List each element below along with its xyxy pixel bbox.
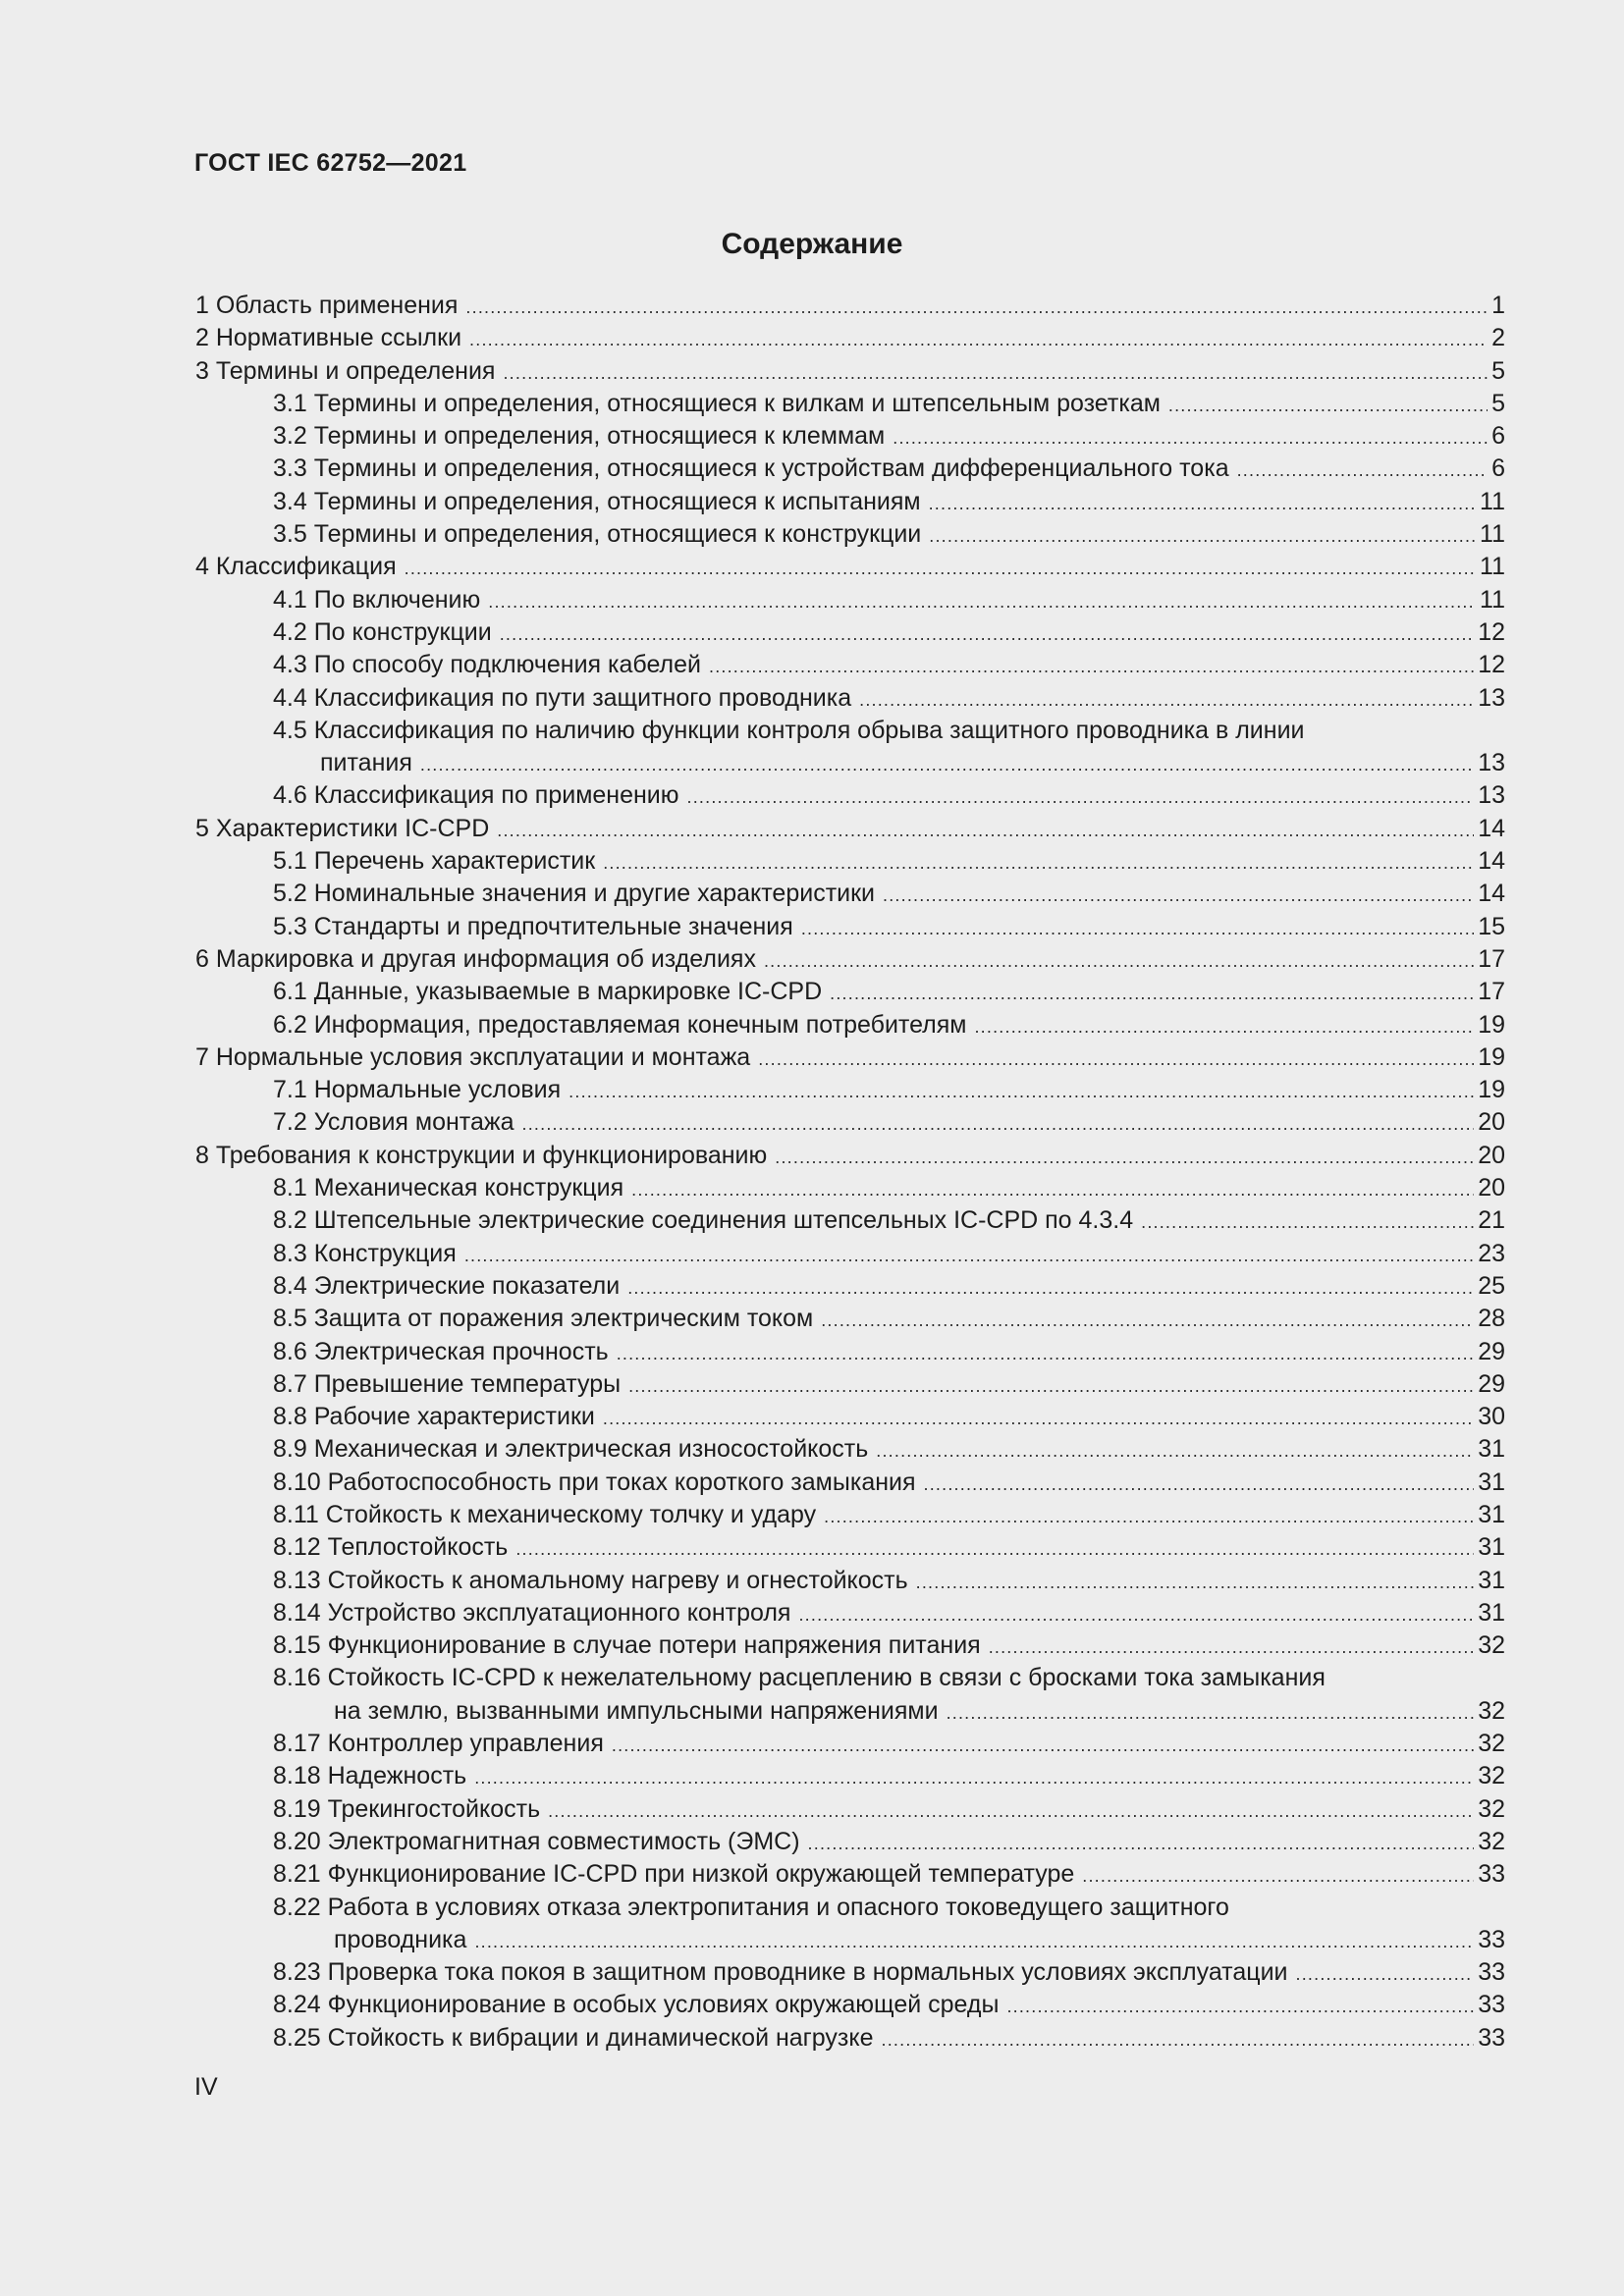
toc-entry-page: 19 bbox=[1478, 1076, 1505, 1104]
toc-entry-page: 1 bbox=[1491, 292, 1505, 319]
toc-entry[interactable] bbox=[195, 943, 1505, 976]
toc-entry[interactable] bbox=[195, 649, 1505, 681]
toc-entry-page: 15 bbox=[1478, 912, 1505, 940]
toc-entry-label: 8.11 Стойкость к механическому толчку и удару bbox=[273, 1500, 817, 1528]
toc-entry[interactable] bbox=[195, 388, 1505, 420]
dot-leader bbox=[500, 618, 1474, 651]
dot-leader bbox=[709, 651, 1474, 683]
dot-leader bbox=[474, 1926, 1474, 1958]
toc-entry-label: 3 Термины и определения bbox=[195, 356, 496, 385]
toc-entry-page: 12 bbox=[1478, 617, 1505, 646]
toc-entry[interactable] bbox=[195, 420, 1505, 453]
dot-leader bbox=[974, 1011, 1474, 1043]
toc-entry-page: 6 bbox=[1491, 422, 1505, 451]
dot-leader bbox=[764, 945, 1474, 978]
dot-leader bbox=[882, 2024, 1475, 2056]
toc-entry-label: 8.5 Защита от поражения электрическим током bbox=[273, 1305, 814, 1333]
toc-entry-label: 8.4 Электрические показатели bbox=[273, 1271, 621, 1300]
toc-entry-label-continuation: на землю, вызванными импульсными напряжениями bbox=[334, 1696, 939, 1725]
dot-leader bbox=[929, 488, 1476, 520]
toc-entry[interactable] bbox=[195, 682, 1505, 715]
toc-entry-label: 3.3 Термины и определения, относящиеся к устройствам дифференциального тока bbox=[273, 454, 1229, 483]
toc-entry-label: 8.19 Трекингостойкость bbox=[273, 1794, 541, 1823]
toc-entry-page: 28 bbox=[1478, 1305, 1505, 1333]
toc-entry[interactable] bbox=[195, 1892, 1505, 1957]
toc-entry-page: 32 bbox=[1478, 1730, 1505, 1758]
dot-leader bbox=[924, 1468, 1475, 1501]
toc-entry-label: 8.15 Функционирование в случае потери напряжения питания bbox=[273, 1631, 981, 1660]
toc-entry-label: 8.2 Штепсельные электрические соединения штепсельных IC-CPD по 4.3.4 bbox=[273, 1206, 1134, 1235]
toc-entry[interactable] bbox=[195, 1826, 1505, 1858]
toc-entry-label: 5.3 Стандарты и предпочтительные значения bbox=[273, 912, 793, 940]
toc-entry[interactable] bbox=[195, 1662, 1505, 1728]
toc-entry-label: 8.6 Электрическая прочность bbox=[273, 1337, 609, 1365]
toc-entry-page: 20 bbox=[1478, 1141, 1505, 1169]
dot-leader bbox=[405, 553, 1476, 585]
toc-entry-label-continuation: питания bbox=[320, 749, 412, 777]
toc-entry-page: 20 bbox=[1478, 1174, 1505, 1202]
dot-leader bbox=[420, 749, 1474, 781]
toc-entry[interactable] bbox=[195, 290, 1505, 322]
toc-entry-page: 5 bbox=[1491, 389, 1505, 417]
dot-leader bbox=[947, 1697, 1475, 1730]
dot-leader bbox=[1006, 1991, 1474, 2023]
toc-entry[interactable] bbox=[195, 584, 1505, 616]
dot-leader bbox=[1141, 1206, 1474, 1239]
dot-leader bbox=[603, 1403, 1474, 1435]
dot-leader bbox=[859, 684, 1474, 717]
toc-entry-page: 13 bbox=[1478, 749, 1505, 777]
toc-entry[interactable] bbox=[195, 453, 1505, 485]
toc-entry[interactable] bbox=[195, 1565, 1505, 1597]
toc-entry-label: 8.14 Устройство эксплуатационного контроля bbox=[273, 1598, 791, 1627]
toc-entry[interactable] bbox=[195, 1041, 1505, 1074]
toc-entry-label: 7 Нормальные условия эксплуатации и монтажа bbox=[195, 1042, 751, 1071]
toc-entry[interactable] bbox=[195, 779, 1505, 812]
toc-entry-page: 33 bbox=[1478, 1925, 1505, 1953]
dot-leader bbox=[916, 1567, 1475, 1599]
toc-entry-page: 23 bbox=[1478, 1239, 1505, 1267]
toc-entry-page: 19 bbox=[1478, 1010, 1505, 1039]
toc-entry-label: 4.3 По способу подключения кабелей bbox=[273, 651, 701, 679]
toc-entry[interactable] bbox=[195, 486, 1505, 518]
toc-entry[interactable] bbox=[195, 1106, 1505, 1139]
dot-leader bbox=[603, 847, 1474, 880]
toc-entry-label: 8.9 Механическая и электрическая износостойкость bbox=[273, 1435, 869, 1464]
dot-leader bbox=[775, 1142, 1474, 1174]
dot-leader bbox=[617, 1338, 1475, 1370]
toc-entry-label: 8.12 Теплостойкость bbox=[273, 1533, 509, 1562]
toc-entry-label: 8.17 Контроллер управления bbox=[273, 1730, 604, 1758]
toc-entry-page: 32 bbox=[1478, 1631, 1505, 1660]
toc-entry-page: 13 bbox=[1478, 781, 1505, 810]
toc-entry-page: 12 bbox=[1478, 651, 1505, 679]
toc-entry-page: 11 bbox=[1480, 520, 1505, 549]
dot-leader bbox=[568, 1076, 1474, 1108]
toc-entry[interactable] bbox=[195, 1368, 1505, 1401]
toc-entry-page: 33 bbox=[1478, 1958, 1505, 1987]
toc-entry-page: 31 bbox=[1478, 1500, 1505, 1528]
toc-entry[interactable] bbox=[195, 1467, 1505, 1499]
toc-entry[interactable] bbox=[195, 715, 1505, 780]
toc-entry[interactable] bbox=[195, 551, 1505, 583]
toc-entry-page: 14 bbox=[1478, 847, 1505, 876]
document-code: ГОСТ IEC 62752—2021 bbox=[194, 149, 467, 177]
toc-entry-page: 19 bbox=[1478, 1042, 1505, 1071]
toc-entry-label: 8.24 Функционирование в особых условиях окружающей среды bbox=[273, 1991, 1000, 2019]
toc-entry[interactable] bbox=[195, 1989, 1505, 2021]
toc-entry[interactable] bbox=[195, 976, 1505, 1008]
toc-entry[interactable] bbox=[195, 1728, 1505, 1760]
dot-leader bbox=[801, 913, 1474, 945]
dot-leader bbox=[628, 1370, 1474, 1403]
toc-entry-page: 32 bbox=[1478, 1794, 1505, 1823]
toc-entry-page: 32 bbox=[1478, 1696, 1505, 1725]
dot-leader bbox=[893, 422, 1488, 454]
toc-entry[interactable] bbox=[195, 813, 1505, 845]
toc-entry[interactable] bbox=[195, 616, 1505, 649]
dot-leader bbox=[1296, 1958, 1475, 1991]
toc-entry-label: 5 Характеристики IC-CPD bbox=[195, 814, 490, 842]
toc-entry-page: 13 bbox=[1478, 683, 1505, 712]
toc-entry-page: 6 bbox=[1491, 454, 1505, 483]
dot-leader bbox=[687, 781, 1475, 814]
toc-entry[interactable] bbox=[195, 1531, 1505, 1564]
dot-leader bbox=[798, 1599, 1474, 1631]
toc-entry-page: 2 bbox=[1491, 324, 1505, 352]
toc-entry[interactable] bbox=[195, 1499, 1505, 1531]
toc-entry-page: 32 bbox=[1478, 1827, 1505, 1855]
toc-entry-label: 8.3 Конструкция bbox=[273, 1239, 457, 1267]
toc-entry-label: 3.5 Термины и определения, относящиеся к конструкции bbox=[273, 520, 922, 549]
toc-entry-label-continuation: проводника bbox=[334, 1925, 467, 1953]
dot-leader bbox=[1168, 390, 1488, 422]
toc-entry-label: 4.5 Классификация по наличию функции контроля обрыва защитного проводника в линии bbox=[273, 716, 1305, 744]
toc-entry-label: 4.4 Классификация по пути защитного проводника bbox=[273, 683, 852, 712]
toc-entry-label: 8.23 Проверка тока покоя в защитном проводнике в нормальных условиях эксплуатации bbox=[273, 1958, 1288, 1987]
toc-entry[interactable] bbox=[195, 322, 1505, 354]
dot-leader bbox=[627, 1272, 1474, 1305]
dot-leader bbox=[830, 978, 1474, 1010]
toc-entry[interactable] bbox=[195, 1074, 1505, 1106]
dot-leader bbox=[824, 1501, 1474, 1533]
dot-leader bbox=[488, 586, 1476, 618]
dot-leader bbox=[883, 880, 1474, 912]
dot-leader bbox=[497, 815, 1474, 847]
dot-leader bbox=[464, 1240, 1474, 1272]
dot-leader bbox=[612, 1730, 1474, 1762]
page-number: IV bbox=[194, 2073, 218, 2101]
toc-entry-label: 5.2 Номинальные значения и другие характеристики bbox=[273, 880, 876, 908]
toc-entry[interactable] bbox=[195, 1597, 1505, 1629]
dot-leader bbox=[522, 1108, 1475, 1141]
toc-entry-label: 8 Требования к конструкции и функционированию bbox=[195, 1141, 768, 1169]
dot-leader bbox=[1082, 1860, 1474, 1893]
toc-entry-label: 3.2 Термины и определения, относящиеся к клеммам bbox=[273, 422, 886, 451]
dot-leader bbox=[631, 1174, 1474, 1206]
dot-leader bbox=[1237, 454, 1488, 487]
toc-entry-label: 8.1 Механическая конструкция bbox=[273, 1174, 624, 1202]
toc-entry-label: 4.6 Классификация по применению bbox=[273, 781, 679, 810]
toc-entry[interactable] bbox=[195, 1760, 1505, 1792]
toc-entry[interactable] bbox=[195, 1433, 1505, 1466]
dot-leader bbox=[821, 1305, 1474, 1337]
toc-entry-page: 33 bbox=[1478, 1860, 1505, 1889]
toc-entry-page: 11 bbox=[1480, 585, 1505, 614]
toc-entry-label: 8.21 Функционирование IC-CPD при низкой окружающей температуре bbox=[273, 1860, 1075, 1889]
toc-entry[interactable] bbox=[195, 1204, 1505, 1237]
dot-leader bbox=[876, 1435, 1474, 1468]
toc-entry-label: 3.4 Термины и определения, относящиеся к испытаниям bbox=[273, 487, 921, 515]
toc-entry-page: 29 bbox=[1478, 1337, 1505, 1365]
toc-entry-page: 21 bbox=[1478, 1206, 1505, 1235]
toc-entry-label: 8.8 Рабочие характеристики bbox=[273, 1403, 595, 1431]
toc-entry[interactable] bbox=[195, 1858, 1505, 1891]
dot-leader bbox=[808, 1828, 1475, 1860]
toc-entry-label: 4.2 По конструкции bbox=[273, 617, 492, 646]
toc-entry-page: 17 bbox=[1478, 978, 1505, 1006]
toc-entry-page: 11 bbox=[1480, 553, 1505, 581]
dot-leader bbox=[929, 520, 1476, 553]
toc-entry-label: 8.13 Стойкость к аномальному нагреву и огнестойкость bbox=[273, 1566, 908, 1594]
toc-entry-label: 2 Нормативные ссылки bbox=[195, 324, 462, 352]
toc-entry-page: 17 bbox=[1478, 944, 1505, 973]
toc-entry-label: 5.1 Перечень характеристик bbox=[273, 847, 596, 876]
toc-entry-page: 14 bbox=[1478, 880, 1505, 908]
toc-entry-label: 8.20 Электромагнитная совместимость (ЭМС) bbox=[273, 1827, 800, 1855]
toc-entry-page: 31 bbox=[1478, 1435, 1505, 1464]
toc-entry[interactable] bbox=[195, 355, 1505, 388]
toc-entry[interactable] bbox=[195, 1401, 1505, 1433]
toc-entry[interactable] bbox=[195, 878, 1505, 910]
toc-entry-label: 6.1 Данные, указываемые в маркировке IC-CPD bbox=[273, 978, 823, 1006]
toc-entry[interactable] bbox=[195, 1629, 1505, 1662]
toc-entry-label: 8.7 Превышение температуры bbox=[273, 1369, 622, 1398]
toc-entry[interactable] bbox=[195, 1140, 1505, 1172]
dot-leader bbox=[989, 1631, 1474, 1664]
toc-entry-label: 4 Классификация bbox=[195, 553, 397, 581]
toc-entry-page: 5 bbox=[1491, 356, 1505, 385]
toc-entry-label: 7.1 Нормальные условия bbox=[273, 1076, 562, 1104]
dot-leader bbox=[465, 292, 1488, 324]
toc-entry-page: 33 bbox=[1478, 1991, 1505, 2019]
toc-entry[interactable] bbox=[195, 1303, 1505, 1335]
toc-entry-page: 32 bbox=[1478, 1762, 1505, 1790]
toc-entry-page: 31 bbox=[1478, 1533, 1505, 1562]
dot-leader bbox=[515, 1533, 1474, 1566]
toc-entry[interactable] bbox=[195, 1238, 1505, 1270]
toc-entry[interactable] bbox=[195, 1793, 1505, 1826]
table-of-contents bbox=[195, 290, 1505, 2055]
toc-entry-label: 8.18 Надежность bbox=[273, 1762, 467, 1790]
toc-entry-label: 8.16 Стойкость IC-CPD к нежелательному расцеплению в связи с бросками тока замыкания bbox=[273, 1664, 1326, 1692]
toc-entry-label: 7.2 Условия монтажа bbox=[273, 1108, 514, 1137]
dot-leader bbox=[758, 1043, 1474, 1076]
toc-entry[interactable] bbox=[195, 911, 1505, 943]
toc-entry[interactable] bbox=[195, 1956, 1505, 1989]
toc-entry-label: 1 Область применения bbox=[195, 292, 459, 319]
toc-entry-page: 25 bbox=[1478, 1271, 1505, 1300]
toc-entry-label: 8.22 Работа в условиях отказа электропитания и опасного токоведущего защитного bbox=[273, 1893, 1229, 1921]
toc-entry-label: 3.1 Термины и определения, относящиеся к вилкам и штепсельным розеткам bbox=[273, 389, 1161, 417]
toc-entry[interactable] bbox=[195, 2022, 1505, 2055]
dot-leader bbox=[469, 324, 1488, 356]
toc-entry-page: 11 bbox=[1480, 487, 1505, 515]
dot-leader bbox=[503, 357, 1488, 390]
toc-entry-label: 8.25 Стойкость к вибрации и динамической нагрузке bbox=[273, 2023, 874, 2052]
dot-leader bbox=[474, 1762, 1474, 1794]
toc-entry[interactable] bbox=[195, 1270, 1505, 1303]
toc-entry-page: 14 bbox=[1478, 814, 1505, 842]
toc-entry-page: 31 bbox=[1478, 1566, 1505, 1594]
toc-entry-label: 4.1 По включению bbox=[273, 585, 481, 614]
toc-entry[interactable] bbox=[195, 1009, 1505, 1041]
toc-entry-label: 8.10 Работоспособность при токах короткого замыкания bbox=[273, 1468, 916, 1496]
toc-entry-page: 29 bbox=[1478, 1369, 1505, 1398]
toc-entry-label: 6 Маркировка и другая информация об изделиях bbox=[195, 944, 756, 973]
toc-entry-page: 30 bbox=[1478, 1403, 1505, 1431]
toc-entry-page: 33 bbox=[1478, 2023, 1505, 2052]
toc-entry-page: 20 bbox=[1478, 1108, 1505, 1137]
toc-entry-label: 6.2 Информация, предоставляемая конечным потребителям bbox=[273, 1010, 967, 1039]
page-title: Содержание bbox=[721, 228, 903, 260]
toc-entry[interactable] bbox=[195, 518, 1505, 551]
toc-entry[interactable] bbox=[195, 1336, 1505, 1368]
toc-entry-page: 31 bbox=[1478, 1598, 1505, 1627]
toc-entry[interactable] bbox=[195, 845, 1505, 878]
toc-entry-page: 31 bbox=[1478, 1468, 1505, 1496]
toc-entry[interactable] bbox=[195, 1172, 1505, 1204]
dot-leader bbox=[548, 1795, 1474, 1828]
